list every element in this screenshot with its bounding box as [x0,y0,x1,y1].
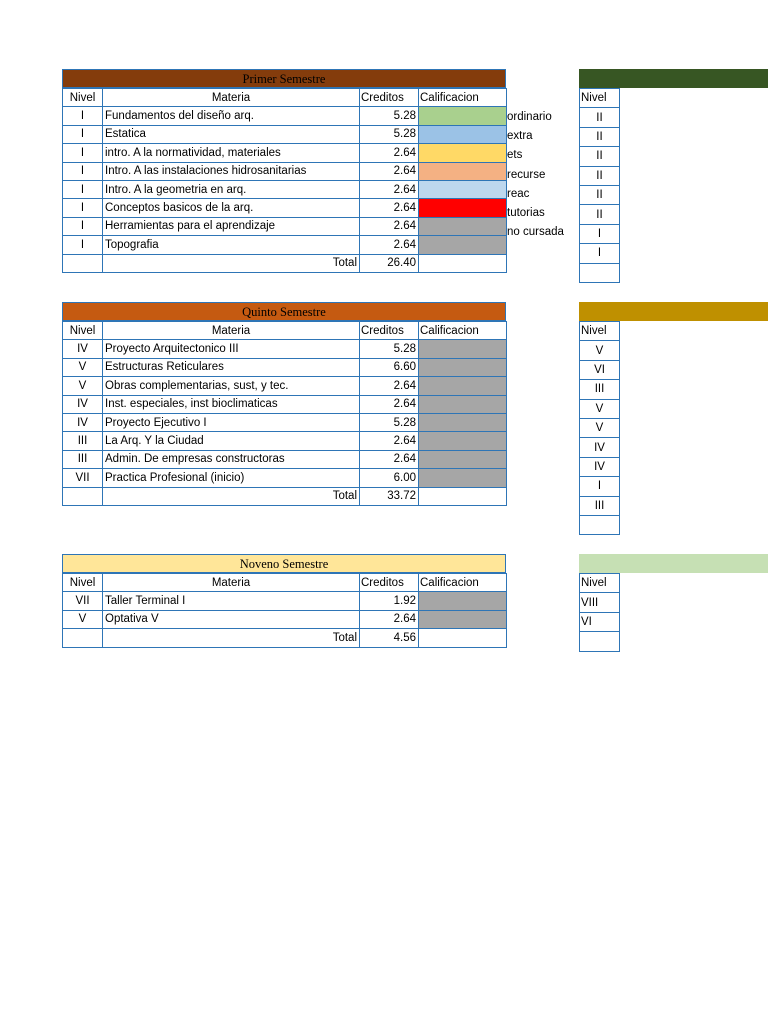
nivel-cell: III [63,450,103,468]
creditos-cell[interactable]: 2.64 [360,180,419,198]
nivel-cell: V [580,418,620,437]
right-block-2-grid [579,321,620,535]
calificacion-cell[interactable] [419,432,507,450]
nivel-cell: I [580,477,620,496]
empty-cell [63,487,103,505]
legend-item: ordinario [507,111,552,123]
materia-cell[interactable]: Estructuras Reticulares [103,358,360,376]
nivel-cell: I [63,236,103,254]
nivel-cell: V [580,399,620,418]
table-row [63,162,507,180]
table-row [63,340,507,358]
calificacion-cell[interactable] [419,469,507,487]
calificacion-cell[interactable] [419,199,507,217]
legend-item: reac [507,187,530,200]
nivel-cell: V [63,358,103,376]
col-nivel: Nivel [63,89,103,107]
creditos-cell[interactable]: 2.64 [360,199,419,217]
primer-semestre-title: Primer Semestre [62,69,506,88]
calificacion-cell[interactable] [419,162,507,180]
nivel-cell [580,515,620,534]
table-row [63,236,507,254]
creditos-cell[interactable]: 6.00 [360,469,419,487]
legend-item: recurse [507,168,546,181]
materia-cell[interactable]: Inst. especiales, inst bioclimaticas [103,395,360,413]
calificacion-cell[interactable] [419,180,507,198]
creditos-cell[interactable]: 2.64 [360,217,419,235]
nivel-cell: II [580,127,620,146]
nivel-cell: V [63,610,103,628]
total-value[interactable]: 4.56 [360,629,419,647]
column-header-row [63,89,507,107]
materia-cell[interactable]: Optativa V [103,610,360,628]
creditos-cell[interactable]: 2.64 [360,395,419,413]
materia-cell[interactable]: intro. A la normatividad, materiales [103,144,360,162]
nivel-cell: V [63,377,103,395]
total-label: Total [103,629,360,647]
nivel-cell: I [63,107,103,125]
calificacion-cell[interactable] [419,413,507,431]
empty-cell [419,629,507,647]
legend-item: no cursada [507,226,564,239]
calificacion-cell[interactable] [419,107,507,125]
legend-item: extra [507,130,533,143]
calificacion-cell[interactable] [419,450,507,468]
quinto-semestre-grid [62,321,507,506]
creditos-cell[interactable]: 1.92 [360,592,419,610]
materia-cell[interactable]: Intro. A la geometria en arq. [103,180,360,198]
total-label: Total [103,254,360,272]
col-creditos: Creditos [360,574,419,592]
table-row [63,180,507,198]
noveno-semestre-grid [62,573,507,648]
nivel-cell: VII [63,592,103,610]
creditos-cell[interactable]: 2.64 [360,432,419,450]
empty-cell [63,254,103,272]
total-row [63,254,507,272]
column-header-row [63,574,507,592]
col-nivel: Nivel [580,574,620,593]
calificacion-cell[interactable] [419,592,507,610]
right-block-1 [579,88,620,283]
creditos-cell[interactable]: 5.28 [360,125,419,143]
table-row [63,377,507,395]
noveno-semestre-title: Noveno Semestre [62,554,506,573]
col-nivel: Nivel [63,322,103,340]
creditos-cell[interactable]: 6.60 [360,358,419,376]
nivel-cell: I [63,125,103,143]
nivel-cell: II [580,205,620,224]
right-block-2-header [579,302,768,321]
calificacion-cell[interactable] [419,144,507,162]
creditos-cell[interactable]: 5.28 [360,340,419,358]
materia-cell[interactable]: Fundamentos del diseño arq. [103,107,360,125]
right-block-3 [579,573,620,652]
table-row [63,217,507,235]
table-row [63,107,507,125]
calificacion-cell[interactable] [419,610,507,628]
calificacion-cell[interactable] [419,217,507,235]
noveno-semestre-table [62,554,506,648]
materia-cell[interactable]: Topografia [103,236,360,254]
empty-cell [63,629,103,647]
quinto-semestre-table [62,302,506,506]
calificacion-cell[interactable] [419,236,507,254]
materia-cell[interactable]: Obras complementarias, sust, y tec. [103,377,360,395]
nivel-cell: IV [580,457,620,476]
nivel-cell: VI [580,612,620,631]
col-creditos: Creditos [360,322,419,340]
creditos-cell[interactable]: 2.64 [360,610,419,628]
nivel-cell: I [63,162,103,180]
total-value[interactable]: 33.72 [360,487,419,505]
nivel-cell: VII [63,469,103,487]
table-row [63,450,507,468]
table-row [63,125,507,143]
creditos-cell[interactable]: 2.64 [360,144,419,162]
materia-cell[interactable]: Practica Profesional (inicio) [103,469,360,487]
calificacion-cell[interactable] [419,395,507,413]
table-row [63,144,507,162]
right-block-1-header [579,69,768,88]
empty-cell [419,487,507,505]
materia-cell[interactable]: Taller Terminal I [103,592,360,610]
legend-item: tutorias [507,206,545,219]
nivel-cell: IV [63,340,103,358]
nivel-cell: IV [63,413,103,431]
table-row [63,592,507,610]
table-row [63,413,507,431]
materia-cell[interactable]: Conceptos basicos de la arq. [103,199,360,217]
table-row [63,358,507,376]
materia-cell[interactable]: Proyecto Ejecutivo I [103,413,360,431]
nivel-cell: I [63,199,103,217]
col-calificacion: Calificacion [419,574,507,592]
legend-item: ets [507,149,523,162]
col-materia: Materia [103,322,360,340]
nivel-cell: III [63,432,103,450]
table-row [63,395,507,413]
materia-cell[interactable]: Estatica [103,125,360,143]
total-value[interactable]: 26.40 [360,254,419,272]
col-materia: Materia [103,574,360,592]
total-label: Total [103,487,360,505]
nivel-cell: III [580,496,620,515]
nivel-cell [580,632,620,651]
total-row [63,487,507,505]
total-row [63,629,507,647]
col-nivel: Nivel [580,89,620,108]
quinto-semestre-title: Quinto Semestre [62,302,506,321]
calificacion-cell[interactable] [419,358,507,376]
right-block-1-grid [579,88,620,283]
nivel-cell: I [63,217,103,235]
materia-cell[interactable]: Herramientas para el aprendizaje [103,217,360,235]
materia-cell[interactable]: La Arq. Y la Ciudad [103,432,360,450]
materia-cell[interactable]: Admin. De empresas constructoras [103,450,360,468]
nivel-cell [580,263,620,282]
table-row [63,469,507,487]
nivel-cell: I [63,180,103,198]
nivel-cell: VI [580,360,620,379]
nivel-cell: V [580,341,620,360]
table-row [63,610,507,628]
calificacion-cell[interactable] [419,125,507,143]
nivel-cell: II [580,185,620,204]
col-calificacion: Calificacion [419,322,507,340]
calificacion-cell[interactable] [419,377,507,395]
calificacion-legend [507,108,564,242]
materia-cell[interactable]: Intro. A las instalaciones hidrosanitarias [103,162,360,180]
nivel-cell: III [580,380,620,399]
col-nivel: Nivel [580,322,620,341]
col-calificacion: Calificacion [419,89,507,107]
col-nivel: Nivel [63,574,103,592]
materia-cell[interactable]: Proyecto Arquitectonico III [103,340,360,358]
nivel-cell: I [580,244,620,263]
calificacion-cell[interactable] [419,340,507,358]
nivel-cell: II [580,147,620,166]
primer-semestre-table [62,69,506,273]
nivel-cell: II [580,166,620,185]
table-row [63,199,507,217]
primer-semestre-grid [62,88,507,273]
table-row [63,432,507,450]
nivel-cell: IV [63,395,103,413]
column-header-row [63,322,507,340]
empty-cell [419,254,507,272]
nivel-cell: I [580,224,620,243]
creditos-cell[interactable]: 2.64 [360,377,419,395]
col-materia: Materia [103,89,360,107]
creditos-cell[interactable]: 5.28 [360,413,419,431]
nivel-cell: IV [580,438,620,457]
nivel-cell: II [580,108,620,127]
creditos-cell[interactable]: 2.64 [360,236,419,254]
right-block-3-grid [579,573,620,652]
col-creditos: Creditos [360,89,419,107]
nivel-cell: VIII [580,593,620,612]
right-block-2 [579,321,620,535]
creditos-cell[interactable]: 2.64 [360,162,419,180]
right-block-3-header [579,554,768,573]
creditos-cell[interactable]: 5.28 [360,107,419,125]
nivel-cell: I [63,144,103,162]
creditos-cell[interactable]: 2.64 [360,450,419,468]
